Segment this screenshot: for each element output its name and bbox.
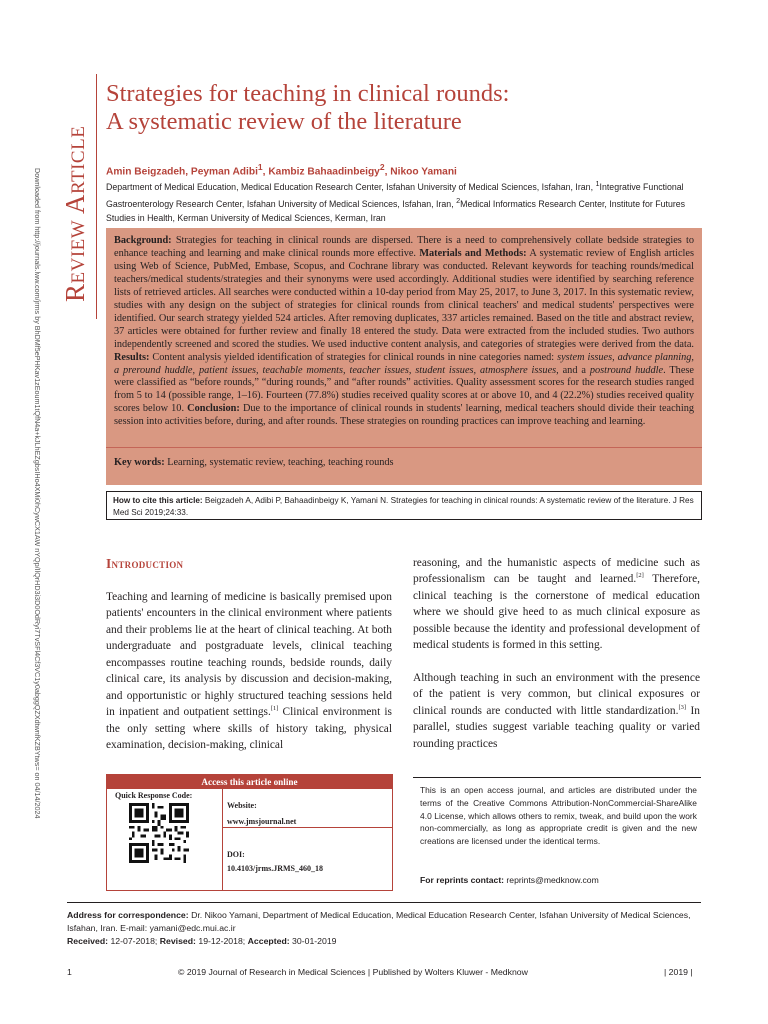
para3-text-1: Although teaching in such an environment with the presence of the patient is very common, but clinical exposures or clinical rounds are conducted with little standardization. [413, 671, 700, 717]
keywords-label: Key words: [114, 457, 165, 468]
correspondence-label: Address for correspondence: [67, 910, 189, 920]
author-3: Kambiz Bahaadinbeigy [268, 166, 380, 178]
author-2: Peyman Adibi [190, 166, 258, 178]
reprints-email[interactable]: reprints@medknow.com [504, 875, 599, 885]
correspondence-text: Dr. Nikoo Yamani, Department of Medical Education, Medical Education Research Center, Isfahan University of Medical Sciences, Isfahan, Iran. E-mail: yamani@edc.mui.ac.ir [67, 910, 691, 933]
doi-link[interactable]: 10.4103/jrms.JRMS_460_18 [227, 864, 323, 873]
para2-text-1: reasoning, and the humanistic aspects of medicine such as professionalism can be taught and learned. [413, 557, 700, 586]
author-4: Nikoo Yamani [390, 166, 457, 178]
revised-label: Revised: [159, 935, 196, 946]
download-watermark-text: Downloaded from http://journals.lww.com/jrms by BhDMf5ePHKav1zEoum1tQfN4a+kJLhEZgbsIHo4XMi0hCywCX1AW nYQp/IlQrHD3i3D0OdRyi7TvSFl4Cf3VC1y0abggQZXdtwnfKZBYtws= on 04/14/2024 [33, 168, 42, 819]
history-dates [67, 935, 707, 948]
intro-text-1: Teaching and learning of medicine is basically premised upon patients' encounters in the clinical environment where patients and their problems lie at the heart of clinical teaching. At both undergraduate and postgraduate levels, clinical teaching encompasses routine teaching rounds, bedside rounds, daily clinical care, its analysis by discussion and decision-making, and opportunistic or highly structured teaching sessions held in inpatient and outpatient settings. [106, 591, 392, 719]
citation-label: How to cite this article: [113, 496, 203, 505]
ref-3[interactable]: [3] [678, 703, 687, 711]
title-line-2: A systematic review of the literature [106, 108, 462, 135]
correspondence-divider [67, 902, 701, 903]
qr-code-icon[interactable] [129, 803, 189, 863]
background-text: Strategies for teaching in clinical rounds are dispersed. There is a need to comprehensively collate bedside strategies to enhance teaching and learning and make clinical rounds more effective. [114, 235, 694, 259]
correspondence-block [67, 909, 707, 947]
access-divider-vertical [222, 789, 223, 891]
received-date: 12-07-2018; [108, 935, 160, 946]
footer-copyright: © 2019 Journal of Research in Medical Sciences | Published by Wolters Kluwer - Medknow [178, 967, 528, 977]
reprints-label: For reprints contact: [420, 875, 505, 885]
abstract-text [114, 235, 694, 429]
methods-text: A systematic review of English articles using Web of Science, PubMed, Embase, Scopus, and Cochrane library was conducted. Relevant keywords for teaching rounds/medical teachers/medical students/strategies and their synonyms were used accordingly. Additional studies were identified by searching reference lists of retrieved articles. All searches were conducted within a 10-day period from May 25, 2017, to June 3, 2017. In this systematic review, studies with any design on the subject of strategies for clinical rounds from clinical teachers' and medical students' perspectives were identified. Our search strategy yielded 524 articles. After removing duplicates, 337 articles remained. Based on the title and abstract review, 37 articles were obtained for further review and finally 18 entered the study. Data were extracted from the included studies. Two authors independently screened and scored the studies. We used inductive content analysis, and categories of strategies were derived from the data. [114, 247, 694, 350]
affiliation-sup-2: 2 [456, 195, 461, 205]
revised-date: 19-12-2018; [195, 935, 248, 946]
right-column [413, 555, 700, 752]
keywords-text: Learning, systematic review, teaching, teaching rounds [164, 457, 394, 468]
conclusion-label: Conclusion: [187, 403, 240, 415]
intro-text-2: Clinical environment is the only setting where skills of history taking, physical examination, decision-making, clinical [106, 706, 392, 752]
accepted-date: 30-01-2019 [289, 935, 337, 946]
results-text-2: and a [558, 364, 590, 376]
author-list: Amin Beigzadeh, Peyman Adibi$^1$, Kambiz Bahaadinbeigy$^2$, Nikoo Yamani [106, 162, 457, 178]
page-number: 1 [67, 967, 72, 977]
results-categories: system issues, advance planning, a preround huddle, patient issues, teachable moments, teacher issues, student issues, atmosphere issues, [114, 351, 695, 376]
access-box [106, 774, 393, 891]
left-column [106, 589, 392, 754]
para2-text-2: Therefore, clinical teaching is the cornerstone of medical education where we should give heed to as much clinical exposure as possible because the identity and professional development of medical students is formed in this setting. [413, 573, 700, 652]
affiliations [106, 177, 696, 225]
received-label: Received: [67, 935, 109, 946]
affiliation-2: Integrative Functional Gastroenterology Research Center, Isfahan University of Medical Sciences, Isfahan, Iran, [106, 181, 684, 209]
citation-text: Beigzadeh A, Adibi P, Bahaadinbeigy K, Yamani N. Strategies for teaching in clinical rounds: A systematic review of the literature. J Res Med Sci 2019;24:33. [113, 496, 694, 517]
accepted-label: Accepted: [247, 935, 290, 946]
footer-year: | 2019 | [664, 967, 693, 977]
introduction-heading: Introduction [106, 556, 184, 571]
results-text-3: . These were classified as “before rounds,” “during rounds,” and “after rounds” activities. Quality assessment scores for the research studies ranged from 5 to 14 (possible range, 1–16). Fourteen (77.8%) studies received quality scores at or above 10, and 4 (22.2%) studies received quality scores below 10. [114, 364, 694, 415]
author-3-affil: 2 [379, 162, 385, 172]
intro-paragraph-3 [413, 670, 700, 752]
title-line-1: Strategies for teaching in clinical rounds: [106, 80, 510, 107]
background-label: Background: [114, 235, 172, 246]
para3-text-2: In parallel, studies suggest variable teaching quality or varied rounding practices [413, 704, 700, 750]
abstract-box [106, 228, 702, 485]
conclusion-text: Due to the importance of clinical rounds in students' learning, medical teachers should divide their teaching session into activities before, during, and after rounds. These strategies on rounding practices can improve teaching and learning. [114, 403, 694, 428]
intro-paragraph-1 [106, 589, 392, 754]
section-label-text: Review Article [60, 125, 90, 302]
results-text: Content analysis yielded identification of strategies for clinical rounds in nine categories named: [149, 351, 558, 363]
affiliation-3: Medical Informatics Research Center, Institute for Futures Studies in Health, Kerman University of Medical Sciences, Kerman, Iran [106, 198, 686, 223]
affiliation-1: Department of Medical Education, Medical Education Research Center, Isfahan University of Medical Sciences, Isfahan, Iran, [106, 181, 596, 192]
download-watermark [31, 168, 43, 858]
citation-box [106, 491, 702, 520]
ref-1[interactable]: [1] [270, 705, 279, 713]
correspondence-address [67, 909, 707, 935]
results-label: Results: [114, 351, 150, 363]
keywords-divider [106, 447, 702, 448]
section-label [60, 70, 90, 302]
website-link[interactable]: www.jmsjournal.net [227, 817, 297, 826]
results-category-last: postround huddle [589, 364, 664, 376]
keywords [114, 457, 394, 468]
ref-2[interactable]: [2] [636, 572, 644, 580]
doi-label: DOI: [227, 850, 245, 859]
affiliation-sup-1: 1 [595, 179, 600, 188]
intro-paragraph-2 [413, 555, 700, 654]
methods-label: Materials and Methods: [419, 247, 527, 259]
website-label: Website: [227, 801, 257, 810]
article-title [106, 80, 706, 136]
reprints-contact [420, 875, 599, 885]
open-access-divider [413, 777, 701, 778]
section-divider [96, 74, 97, 319]
access-header: Access this article online [107, 775, 392, 789]
author-1: Amin Beigzadeh [106, 166, 186, 178]
author-2-affil: 1 [257, 162, 263, 172]
open-access-note: This is an open access journal, and articles are distributed under the terms of the Creative Commons Attribution-NonCommercial-ShareAlike 4.0 License, which allows others to remix, tweak, and build upon the work non-commercially, as long as appropriate credit is given and the new creations are licensed under the identical terms. [420, 785, 697, 847]
qr-label: Quick Response Code: [115, 791, 193, 800]
access-divider-horizontal [222, 827, 393, 828]
